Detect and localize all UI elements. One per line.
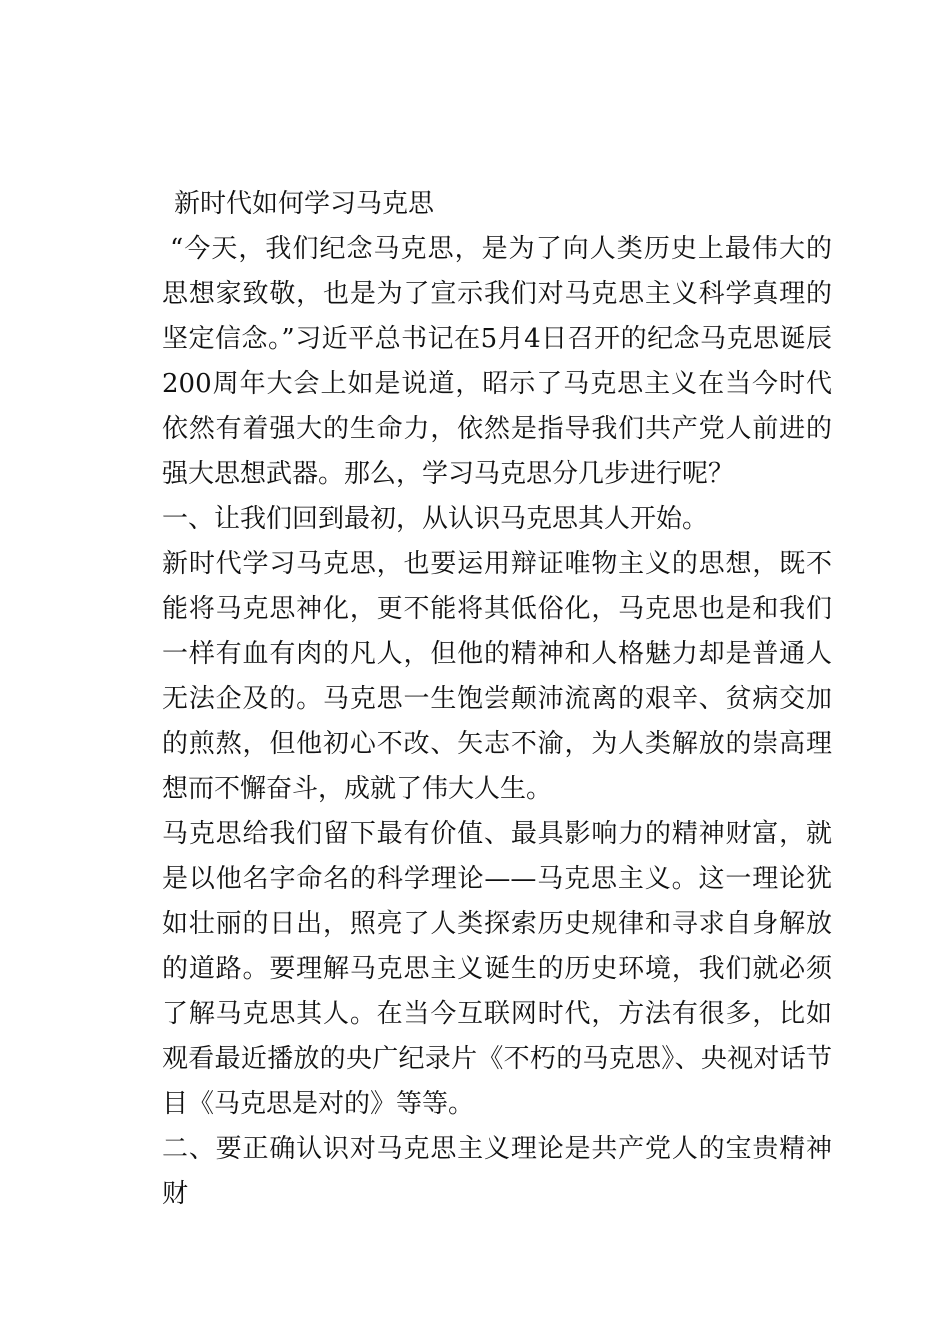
paragraph-marx-person: 新时代学习马克思，也要运用辩证唯物主义的思想，既不能将马克思神化，更不能将其低俗化，马克思也是和我们一样有血有肉的凡人，但他的精神和人格魅力却是普通人无法企及的。马克思一生饱尝颠沛流离的艰辛、贫病交加的煎熬，但他初心不改、矢志不渝，为人类解放的崇高理想而不懈奋斗，成就了伟大人生。 xyxy=(162,549,832,804)
document-body xyxy=(162,182,832,1217)
paragraph-intro-quote: “今天，我们纪念马克思，是为了向人类历史上最伟大的思想家致敬，也是为了宣示我们对马克思主义科学真理的坚定信念。”习近平总书记在5月4日召开的纪念马克思诞辰200周年大会上如是说道，昭示了马克思主义在当今时代依然有着强大的生命力，依然是指导我们共产党人前进的强大思想武器。那么，学习马克思分几步进行呢？ xyxy=(162,234,832,489)
document-title: 新时代如何学习马克思 xyxy=(174,189,435,219)
paragraph-marxism-legacy: 马克思给我们留下最有价值、最具影响力的精神财富，就是以他名字命名的科学理论——马克思主义。这一理论犹如壮丽的日出，照亮了人类探索历史规律和寻求自身解放的道路。要理解马克思主义诞生的历史环境，我们就必须了解马克思其人。在当今互联网时代，方法有很多，比如观看最近播放的央广纪录片《不朽的马克思》、央视对话节目《马克思是对的》等等。 xyxy=(162,819,832,1119)
section-heading-1: 一、让我们回到最初，从认识马克思其人开始。 xyxy=(162,504,709,534)
section-heading-2: 二、要正确认识对马克思主义理论是共产党人的宝贵精神财 xyxy=(162,1134,832,1209)
